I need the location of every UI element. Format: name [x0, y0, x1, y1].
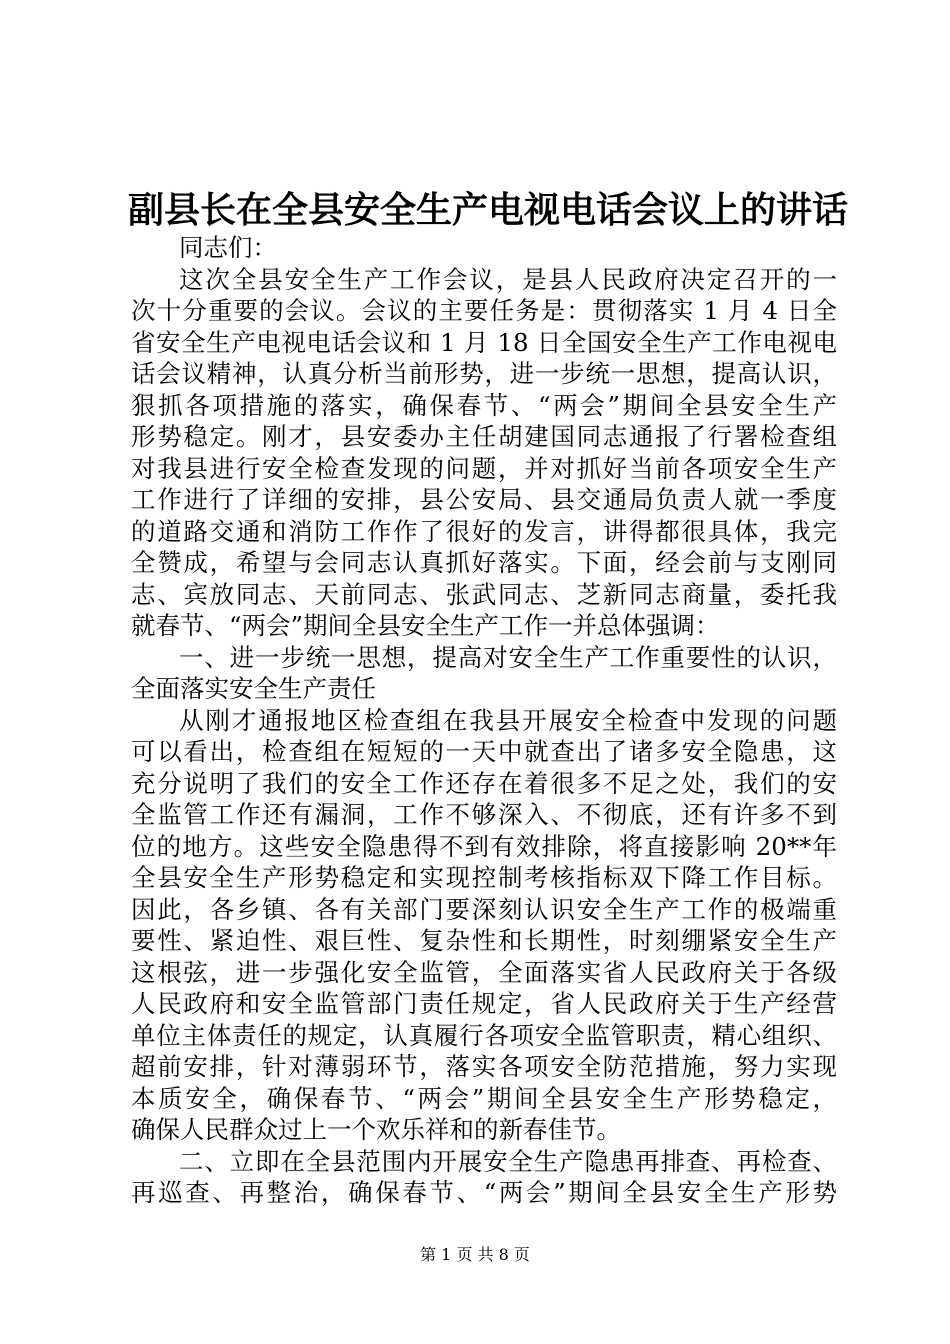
text-line: 位的地方。这些安全隐患得不到有效排除，将直接影响 20**年 [131, 831, 837, 861]
section-heading-line: 二、立即在全县范围内开展安全生产隐患再排查、再检查、 [179, 1146, 837, 1176]
text-line: 工作进行了详细的安排，县公安局、县交通局负责人就一季度 [131, 485, 837, 514]
text-line: 本质安全，确保春节、“两会”期间全县安全生产形势稳定， [131, 1083, 837, 1113]
text-line: 志、宾放同志、天前同志、张武同志、芝新同志商量，委托我 [131, 579, 837, 609]
text-line: 这根弦，进一步强化安全监管，全面落实省人民政府关于各级 [131, 957, 837, 987]
text-line: 形势稳定。刚才，县安委办主任胡建国同志通报了行署检查组 [131, 422, 837, 451]
document-title: 副县长在全县安全生产电视电话会议上的讲话 [128, 189, 849, 231]
text-line: 单位主体责任的规定，认真履行各项安全监管职责，精心组织、 [131, 1020, 837, 1050]
text-line: 确保人民群众过上一个欢乐祥和的新春佳节。 [131, 1115, 621, 1144]
text-line: 人民政府和安全监管部门责任规定，省人民政府关于生产经营 [131, 989, 837, 1018]
text-line: 对我县进行安全检查发现的问题，并对抓好当前各项安全生产 [131, 453, 837, 483]
section-heading-line: 再巡查、再整治，确保春节、“两会”期间全县安全生产形势 [131, 1178, 837, 1207]
text-line: 狠抓各项措施的落实，确保春节、“两会”期间全县安全生产 [131, 390, 837, 420]
text-line: 的道路交通和消防工作作了很好的发言，讲得都很具体，我完 [131, 516, 837, 546]
text-line: 这次全县安全生产工作会议，是县人民政府决定召开的一 [179, 264, 837, 294]
document-body [131, 232, 837, 1209]
text-line: 省安全生产电视电话会议和 1 月 18 日全国安全生产工作电视电 [131, 327, 837, 357]
text-line: 充分说明了我们的安全工作还存在着很多不足之处，我们的安 [131, 768, 837, 798]
text-line: 全监管工作还有漏洞，工作不够深入、不彻底，还有许多不到 [131, 800, 837, 829]
page-footer: 第 1 页 共 8 页 [420, 1245, 530, 1264]
text-line: 因此，各乡镇、各有关部门要深刻认识安全生产工作的极端重 [131, 894, 837, 924]
text-line: 从刚才通报地区检查组在我县开展安全检查中发现的问题 [179, 705, 837, 735]
text-line: 可以看出，检查组在短短的一天中就查出了诸多安全隐患，这 [131, 737, 837, 766]
text-line: 超前安排，针对薄弱环节，落实各项安全防范措施，努力实现 [131, 1052, 837, 1081]
text-line: 次十分重要的会议。会议的主要任务是：贯彻落实 1 月 4 日全 [131, 296, 837, 325]
section-heading-line: 全面落实安全生产责任 [131, 674, 376, 703]
text-line: 话会议精神，认真分析当前形势，进一步统一思想，提高认识， [131, 359, 837, 388]
text-line: 同志们： [179, 233, 277, 262]
text-line: 全赞成，希望与会同志认真抓好落实。下面，经会前与支刚同 [131, 548, 837, 577]
text-line: 就春节、“两会”期间全县安全生产工作一并总体强调： [131, 611, 720, 640]
text-line: 要性、紧迫性、艰巨性、复杂性和长期性，时刻绷紧安全生产 [131, 926, 837, 955]
section-heading-line: 一、进一步统一思想，提高对安全生产工作重要性的认识， [179, 642, 837, 672]
text-line: 全县安全生产形势稳定和实现控制考核指标双下降工作目标。 [131, 863, 837, 892]
